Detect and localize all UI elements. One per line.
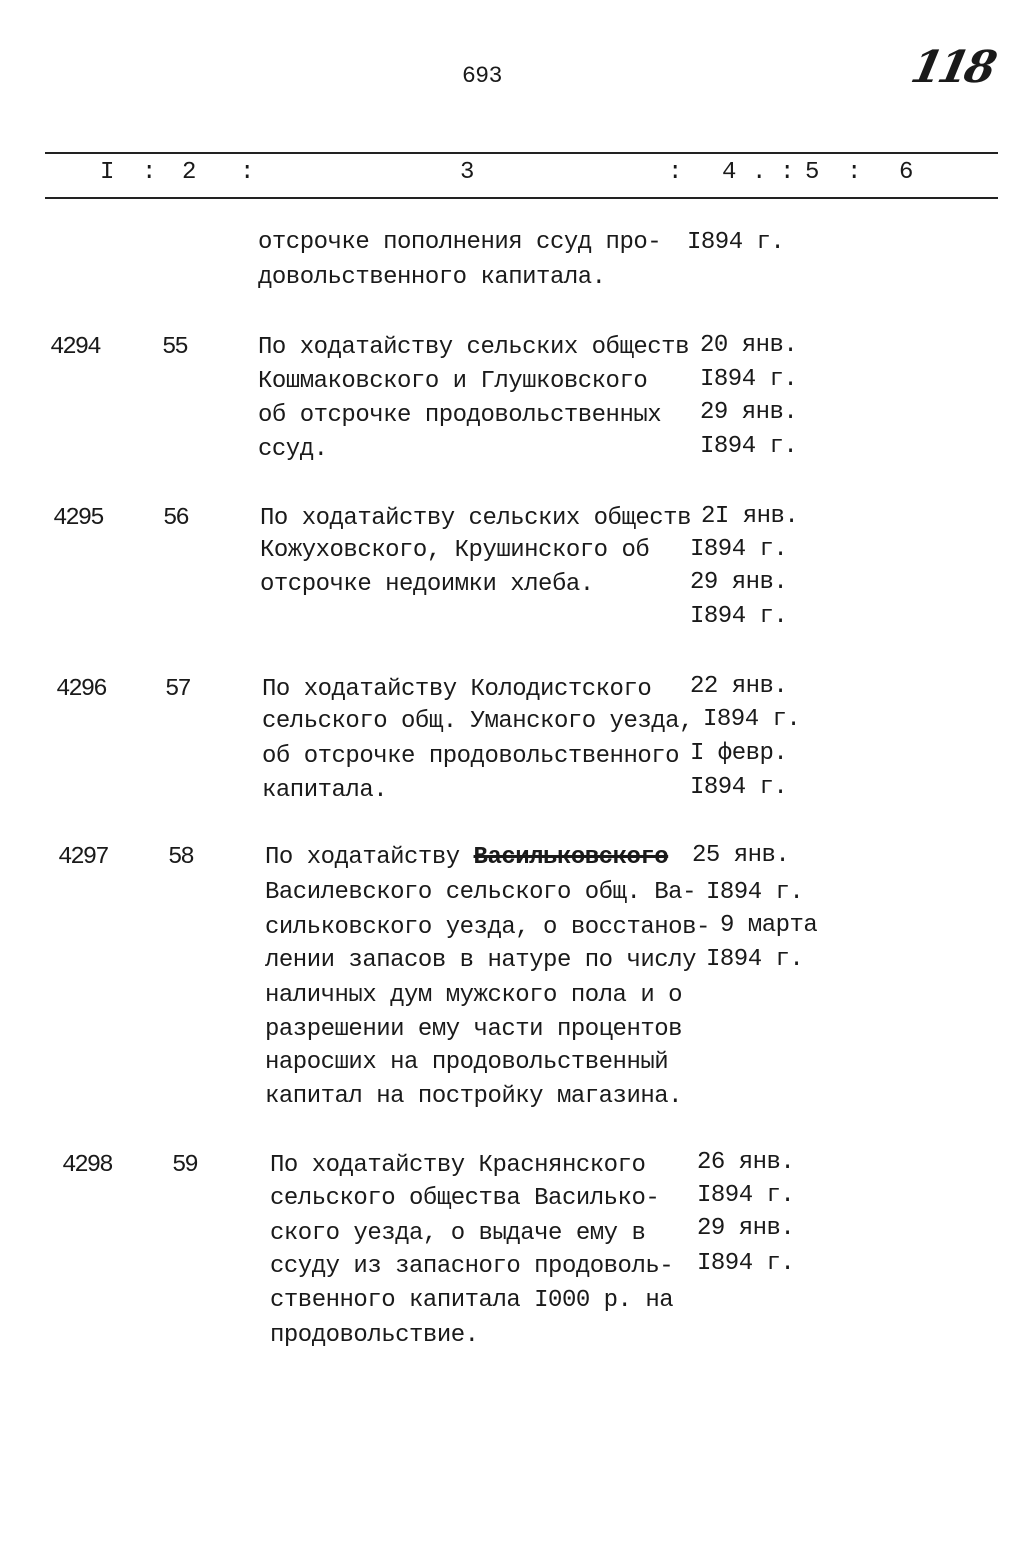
entry-date: 29 янв. [697,1215,795,1242]
column-header-7: . [752,159,766,186]
entry-text-line: об отсрочке продовольственного [262,743,680,770]
column-header-8: : [780,159,794,186]
entry-number: 4294 [50,334,100,361]
entry-date: 25 янв. [692,842,790,869]
entry-date: I894 г. [706,946,804,973]
entry-item-number: 55 [162,334,187,361]
entry-item-number: 57 [165,676,190,703]
entry-number: 4298 [62,1152,112,1179]
entry-number: 4296 [56,676,106,703]
column-header-9: 5 [805,159,819,186]
entry-date: 26 янв. [697,1149,795,1176]
entry-date: I894 г. [690,536,788,563]
entry-text-line: продовольствие. [270,1322,479,1349]
entry-text-line: отсрочке пополнения ссуд про- [258,229,662,256]
struck-out-word: Васильковского [473,844,669,871]
entry-text-line: ского уезда, о выдаче ему в [270,1220,646,1247]
entry-text-line: ссуду из запасного продоволь- [270,1253,674,1280]
entry-text-line: сельского общества Василько- [270,1185,660,1212]
entry-text-line: об отсрочке продовольственных [258,402,662,429]
entry-text-line: наросших на продовольственный [265,1049,669,1076]
entry-text-line: разрешении ему части процентов [265,1016,683,1043]
page-number: 693 [462,63,502,89]
entry-text-line: сильковского уезда, о восстанов- [265,914,710,941]
entry-date: 20 янв. [700,332,798,359]
entry-date: I894 г. [687,229,785,256]
entry-text-line: Кожуховского, Крушинского об [260,537,650,564]
header-bottom-rule [45,197,998,199]
entry-date: 2I янв. [701,503,799,530]
column-header-10: : [847,159,861,186]
entry-text-line: По ходатайству Краснянского [270,1152,646,1179]
column-header-2: 2 [182,159,196,186]
column-header-1: : [142,159,156,186]
column-header-3: : [240,159,254,186]
entry-date: 22 янв. [690,673,788,700]
entry-date: I894 г. [703,706,801,733]
header-top-rule [45,152,998,154]
column-header-6: 4 [722,159,736,186]
handwritten-sheet-number: 118 [906,42,998,93]
column-header-11: 6 [899,159,913,186]
entry-date: 29 янв. [690,569,788,596]
entry-item-number: 56 [163,505,188,532]
entry-text-line [265,844,668,872]
entry-item-number: 58 [168,844,193,871]
column-header-5: : [668,159,682,186]
entry-text-line: По ходатайству сельских обществ [258,334,689,361]
entry-text-line: Василевского сельского общ. Ва- [265,879,696,906]
entry-text-line: наличных дум мужского пола и о [265,982,683,1009]
entry-text-line: По ходатайству Колодистского [262,676,652,703]
entry-date: I894 г. [690,603,788,630]
entry-date: 9 марта [720,912,818,939]
entry-date: I894 г. [700,366,798,393]
entry-date: I894 г. [700,433,798,460]
entry-text-line: Кошмаковского и Глушковского [258,368,648,395]
entry-text-line: капитала. [262,777,388,804]
entry-item-number: 59 [172,1152,197,1179]
entry-text-line: ственного капитала I000 р. на [270,1287,674,1314]
entry-date: I февр. [690,740,788,767]
entry-text-line: сельского общ. Уманского уезда, [262,708,693,735]
entry-text-line: По ходатайству сельских обществ [260,505,691,532]
entry-date: I894 г. [697,1250,795,1277]
entry-text-line: довольственного капитала. [258,264,606,291]
entry-text-line: лении запасов в натуре по числу [265,947,696,974]
column-header-4: 3 [460,159,474,186]
entry-text-line: капитал на постройку магазина. [265,1083,683,1110]
column-header-0: I [100,159,114,186]
entry-number: 4295 [53,505,103,532]
entry-date: I894 г. [697,1182,795,1209]
entry-text-line: ссуд. [258,436,328,463]
entry-date: 29 янв. [700,399,798,426]
entry-text-line: отсрочке недоимки хлеба. [260,571,594,598]
entry-text-segment: По ходатайству [265,844,474,871]
entry-date: I894 г. [706,879,804,906]
entry-date: I894 г. [690,774,788,801]
entry-number: 4297 [58,844,108,871]
